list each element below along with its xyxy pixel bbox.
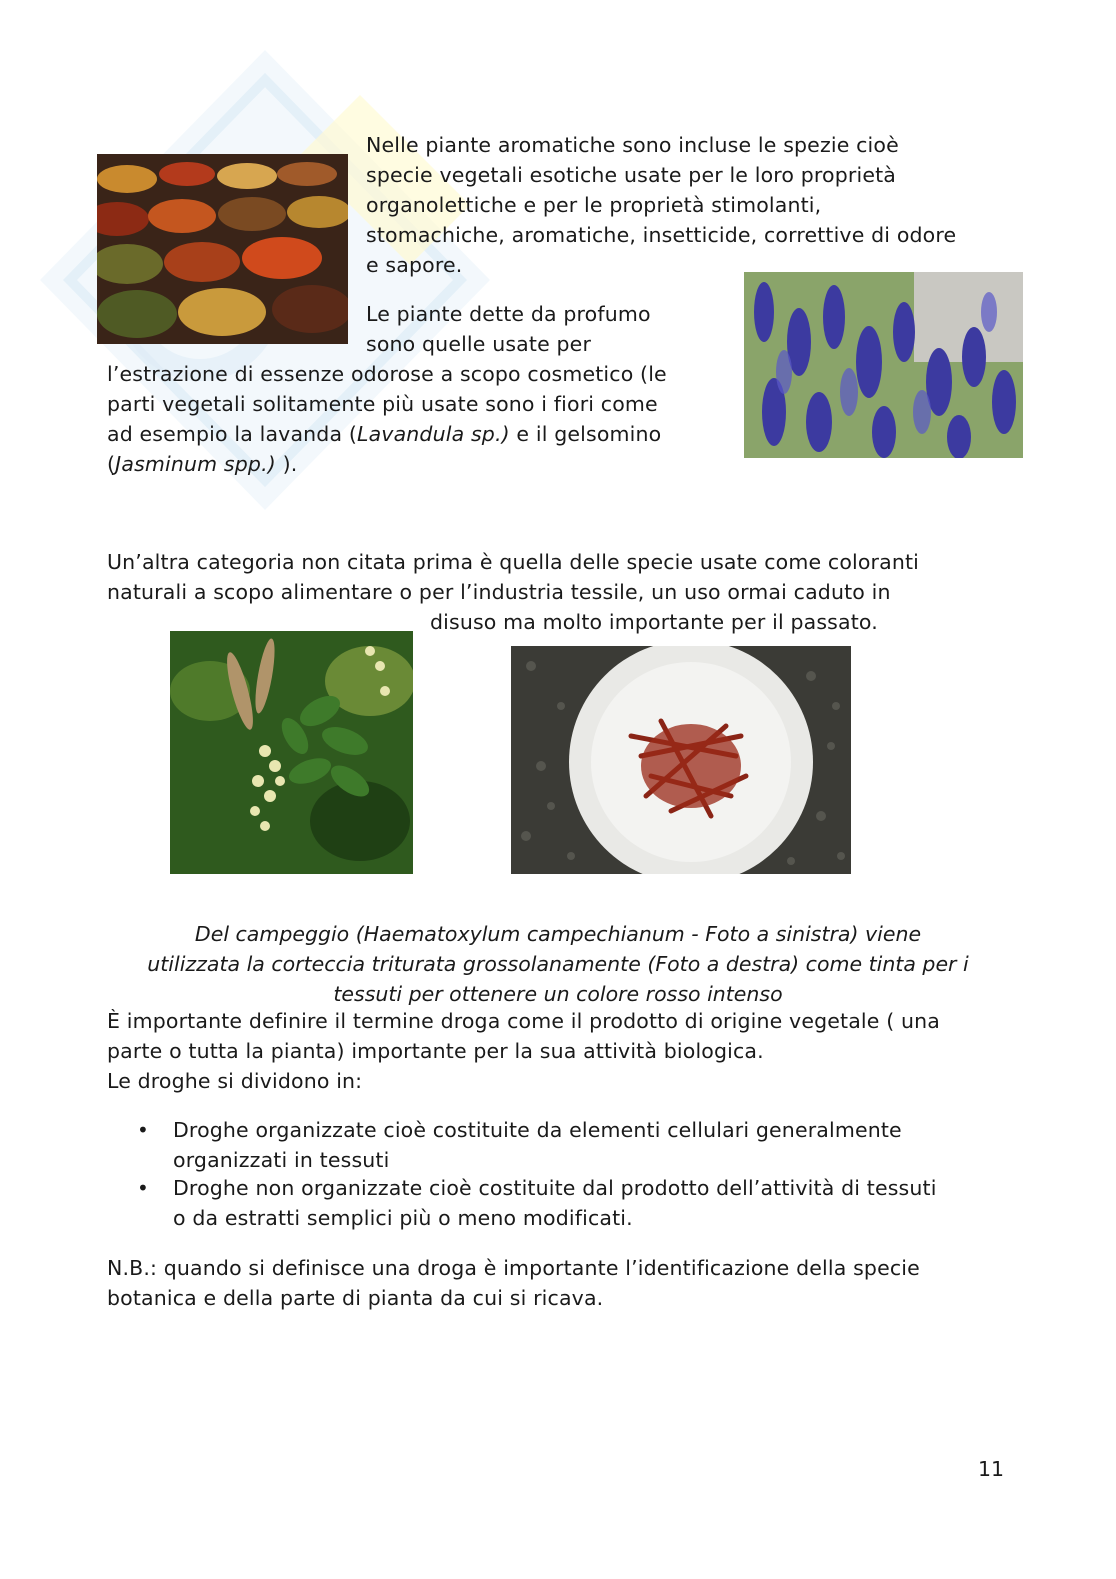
caption-line-3: tessuti per ottenere un colore rosso intenso [333, 981, 783, 1006]
lavender-image [744, 272, 1023, 458]
bullet-2-line-2: o da estratti semplici più o meno modificati. [173, 1206, 633, 1230]
caption-line-1: Del campeggio (Haematoxylum campechianum - Foto a sinistra) viene [194, 921, 922, 946]
coloranti-line-1: Un’altra categoria non citata prima è quella delle specie usate come coloranti [107, 550, 920, 574]
caption-line-2: utilizzata la corteccia triturata grossolanamente (Foto a destra) come tinta per i [147, 951, 969, 976]
spezie-line-3: organolettiche e per le proprietà stimolanti, [366, 193, 822, 217]
droga-line-2: parte o tutta la pianta) importante per la sua attività biologica. [107, 1039, 764, 1063]
profumo-line-1: Le piante dette da profumo [366, 302, 651, 326]
profumo-line-4: parti vegetali solitamente più usate sono i fiori come [107, 392, 658, 416]
bullet-1-line-1: Droghe organizzate cioè costituite da elementi cellulari generalmente [173, 1118, 902, 1142]
coloranti-line-3: disuso ma molto importante per il passato. [430, 610, 878, 634]
nb-line-2: botanica e della parte di pianta da cui si ricava. [107, 1286, 604, 1310]
bullet-marker-1: • [137, 1118, 149, 1142]
spices-market-image [97, 154, 348, 344]
lavandula-name: Lavandula sp.) [357, 422, 510, 446]
profumo-line-5-b: e il gelsomino [509, 422, 662, 446]
profumo-line-6 [107, 449, 297, 479]
profumo-line-3: l’estrazione di essenze odorose a scopo cosmetico (le [107, 362, 667, 386]
profumo-line-6-a: ( [107, 452, 116, 476]
profumo-line-5-a: ad esempio la lavanda ( [107, 422, 357, 446]
campeggio-plant-image [170, 631, 413, 874]
spezie-line-4: stomachiche, aromatiche, insetticide, correttive di odore [366, 223, 957, 247]
spezie-line-1: Nelle piante aromatiche sono incluse le spezie cioè [366, 133, 899, 157]
bullet-marker-2: • [137, 1176, 149, 1200]
nb-line-1: N.B.: quando si definisce una droga è importante l’identificazione della specie [107, 1256, 920, 1280]
droga-line-1: È importante definire il termine droga come il prodotto di origine vegetale ( una [107, 1009, 941, 1033]
spezie-line-5: e sapore. [366, 253, 463, 277]
page-number: 11 [978, 1457, 1005, 1481]
spezie-line-2: specie vegetali esotiche usate per le loro proprietà [366, 163, 896, 187]
profumo-line-6-b: ). [275, 452, 298, 476]
profumo-line-5 [107, 419, 661, 449]
jasminum-name: Jasminum spp.) [115, 452, 276, 476]
bullet-2-line-1: Droghe non organizzate cioè costituite dal prodotto dell’attività di tessuti [173, 1176, 937, 1200]
coloranti-line-2: naturali a scopo alimentare o per l’industria tessile, un uso ormai caduto in [107, 580, 891, 604]
droga-line-3: Le droghe si dividono in: [107, 1069, 363, 1093]
campeggio-bark-image [511, 646, 851, 874]
profumo-line-2: sono quelle usate per [366, 332, 592, 356]
bullet-1-line-2: organizzati in tessuti [173, 1148, 390, 1172]
